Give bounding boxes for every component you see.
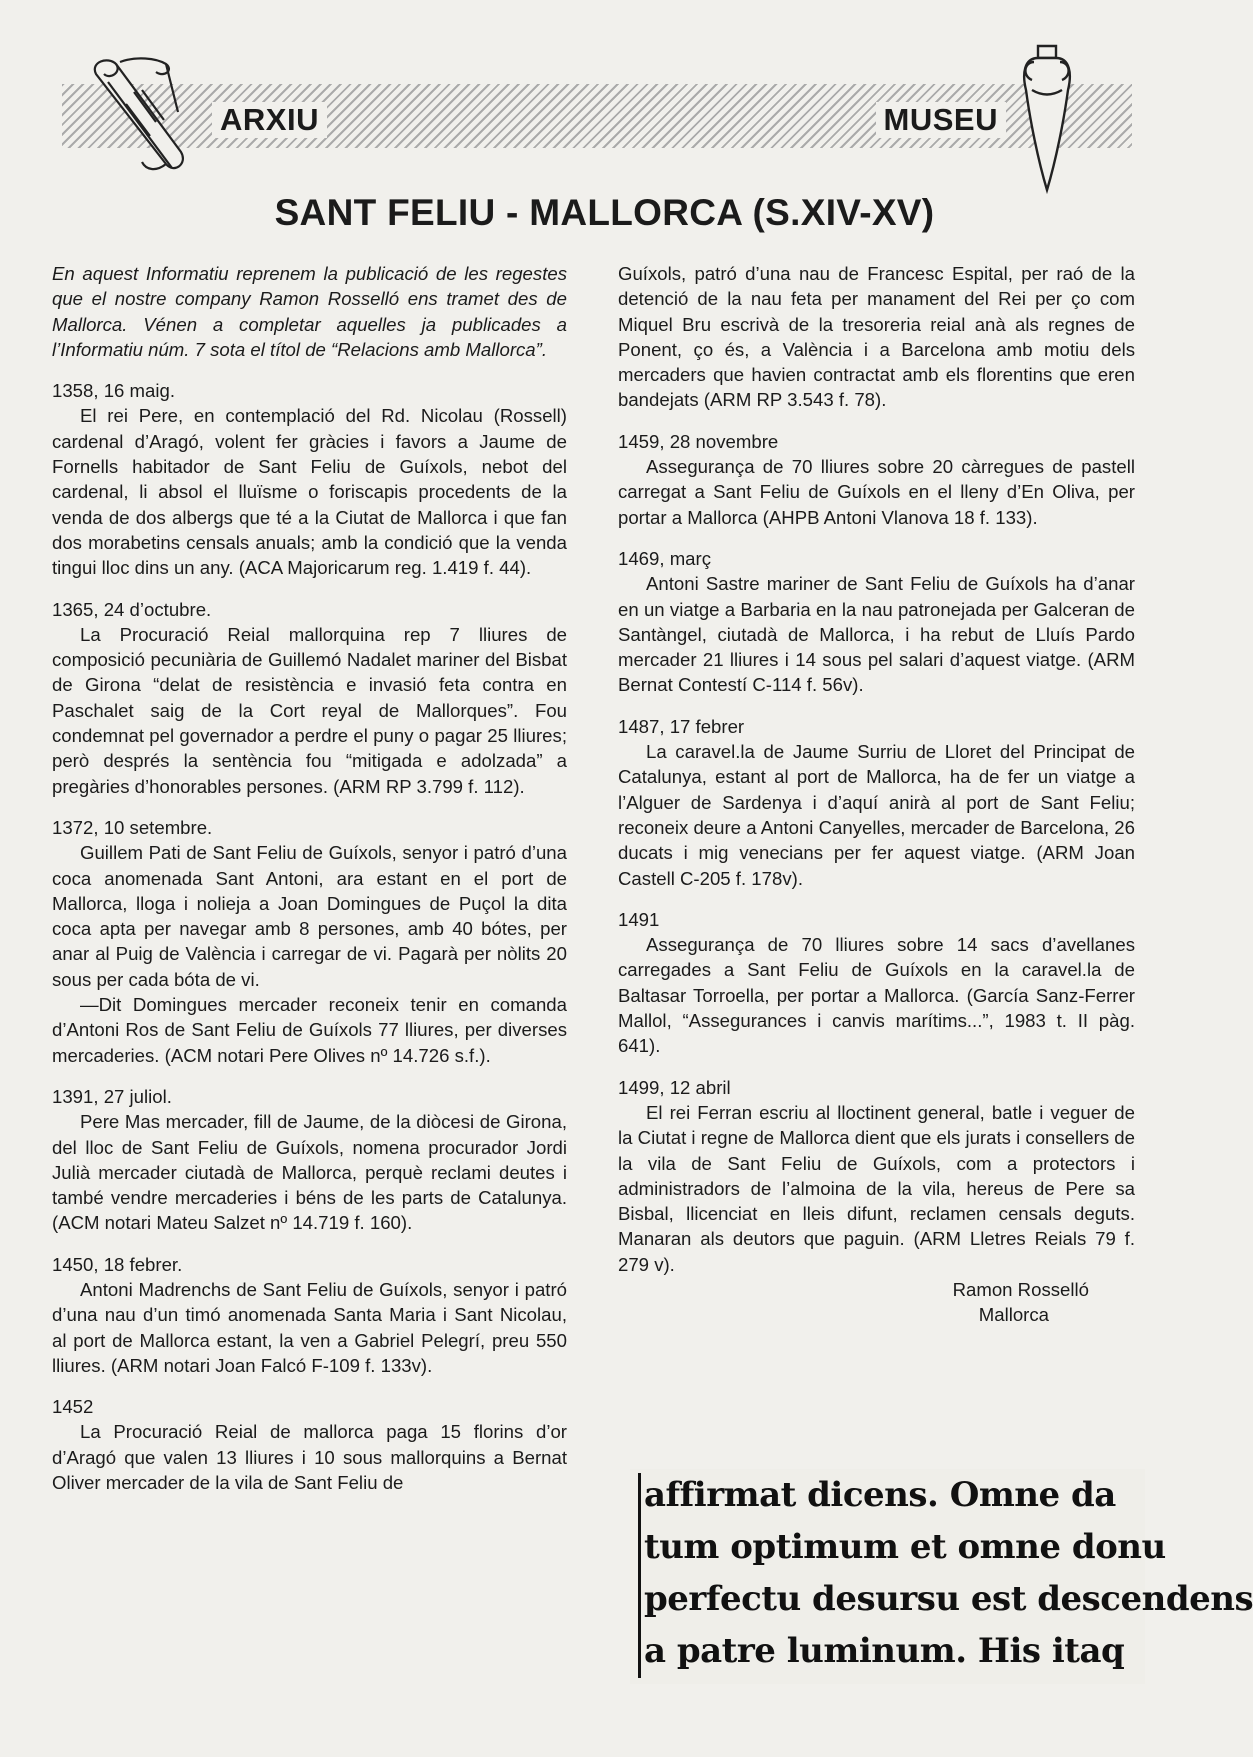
manuscript-line: a patre luminum. His itaq (644, 1631, 1125, 1671)
right-column (618, 261, 1135, 1328)
list-item (618, 1075, 1135, 1277)
entry-text: Assegurança de 70 lliures sobre 14 sacs d’avellanes carregades a Sant Feliu de Guíxols en la caravel.la de Baltasar Torroella, per portar a Mallorca. (García Sanz-Ferrer Mallol, “Assegurances i canvis marítims...”, 1983 t. II pàg. 641). (618, 934, 1135, 1057)
arxiu-label: ARXIU (212, 102, 327, 138)
signature (618, 1277, 1135, 1328)
entry-text: La caravel.la de Jaume Surriu de Lloret del Principat de Catalunya, estant al port de Mallorca, ha de fer un viatge a l’Alguer de Sardenya i d’aquí anirà al port de Sant Feliu; reconeix deure a Antoni Canyelles, mercader de Barcelona, 26 ducats i mig venecians per fer aquest viatge. (ARM Joan Castell C-205 f. 178v). (618, 741, 1135, 889)
entry-date: 1365, 24 d’octubre. (52, 598, 212, 620)
entry-date: 1469, març (618, 547, 712, 569)
list-item (618, 429, 1135, 530)
entry-date: 1358, 16 maig. (52, 380, 176, 402)
entry-text: El rei Ferran escriu al lloctinent general, batle i veguer de la Ciutat i regne de Mallorca dient que els jurats i consellers de la vila de Sant Feliu de Guíxols, com a protectors i administradors de l’almoina de la vila, hereus de Pere sa Bisbal, llicenciat en lleis difunt, reclamen censals deguts. Manaran als deutors que paguin. (ARM Lletres Reials 79 f. 279 v). (618, 1101, 1135, 1275)
list-item (618, 546, 1135, 698)
scroll-icon (86, 52, 191, 177)
entry-text: Antoni Sastre mariner de Sant Feliu de Guíxols ha d’anar en un viatge a Barbaria en la nau patronejada per Galceran de Santàngel, ciutadà de Mallorca, i ha rebut de Lluís Pardo mercader 21 lliures i 14 sous pel salari d’aquest viatge. (ARM Bernat Contestí C-114 f. 56v). (618, 573, 1135, 696)
entry-date: 1452 (52, 1396, 94, 1418)
manuscript-excerpt (630, 1469, 1253, 1684)
list-item (52, 1252, 567, 1378)
entry-text: Guillem Pati de Sant Feliu de Guíxols, senyor i patró d’una coca anomenada Sant Antoni, ara estant en el port de Mallorca, lloga i nolieja a Joan Domingues de Puçol la dita coca apta per navegar amb 8 persones, amb 40 bótes, per anar al Puig de València i carregar de vi. Pagarà per nòlits 20 sous per cada bóta de vi. (52, 842, 567, 990)
entry-date: 1499, 12 abril (618, 1076, 731, 1098)
intro-paragraph: En aquest Informatiu reprenem la publicació de les regestes que el nostre company Ramon Rosselló ens tramet des de Mallorca. Vénen a completar aquelles ja publicades a l’Informatiu núm. 7 sota el títol de “Relacions amb Mallorca”. (52, 263, 567, 360)
entry-text: La Procuració Reial de mallorca paga 15 florins d’or d’Aragó que valen 13 lliures i 10 sous mallorquins a Bernat Oliver mercader de la vila de Sant Feliu de (52, 1421, 567, 1494)
entry-date: 1487, 17 febrer (618, 715, 745, 737)
entry-date: 1372, 10 setembre. (52, 816, 213, 838)
list-item (618, 714, 1135, 891)
manuscript-line: tum optimum et omne donu (644, 1527, 1166, 1567)
amphora-icon (1018, 40, 1076, 195)
list-item (618, 907, 1135, 1059)
entry-text: Pere Mas mercader, fill de Jaume, de la diòcesi de Girona, del lloc de Sant Feliu de Guíxols, nomena procurador Jordi Julià mercader ciutadà de Mallorca, perquè reclami deutes i també vendre mercaderies i béns de les parts de Catalunya. (ACM notari Mateu Salzet nº 14.719 f. 160). (52, 1111, 567, 1234)
list-item (618, 261, 1135, 413)
left-column (52, 261, 567, 1511)
list-item (52, 1394, 567, 1495)
entry-date: 1491 (618, 908, 660, 930)
author-place: Mallorca (978, 1304, 1049, 1326)
entry-text: Antoni Madrenchs de Sant Feliu de Guíxols, senyor i patró d’una nau d’un timó anomenada Santa Maria i Sant Nicolau, al port de Mallorca estant, la ven a Gabriel Pelegrí, preu 550 lliures. (ARM notari Joan Falcó F-109 f. 133v). (52, 1278, 567, 1376)
entry-text: La Procuració Reial mallorquina rep 7 lliures de composició pecuniària de Guillemó Nadalet mariner del Bisbat de Girona “delat de resistència e invasió feta contra en Paschalet saig de la Cort reyal de Mallorques”. Fou condemnat pel governador a perdre el puny o pagar 25 lliures; però després la sentència fou “mitigada e adolzada” a pregàries d’honorables persones. (ARM RP 3.799 f. 112). (52, 623, 567, 797)
header-banner (62, 84, 1132, 148)
manuscript-line: affirmat dicens. Omne da (644, 1475, 1116, 1515)
entry-text: Assegurança de 70 lliures sobre 20 càrregues de pastell carregat a Sant Feliu de Guíxols en el lleny d’En Oliva, per portar a Mallorca (AHPB Antoni Vlanova 18 f. 133). (618, 456, 1135, 528)
entry-text: El rei Pere, en contemplació del Rd. Nicolau (Rossell) cardenal d’Aragó, volent fer gràcies i favors a Jaume de Fornells habitador de Sant Feliu de Guíxols, nebot del cardenal, li absol el lluïsme o foriscapis procedents de la venda de dos albergs que té a la Ciutat de Mallorca i que fan dos morabetins censals anuals; amb la condició que la venda tingui lloc dins un any. (ACA Majoricarum reg. 1.419 f. 44). (52, 405, 567, 579)
entry-date: 1450, 18 febrer. (52, 1253, 183, 1275)
manuscript-rule (638, 1473, 641, 1678)
list-item (52, 378, 567, 580)
entry-date: 1391, 27 juliol. (52, 1085, 172, 1107)
museu-label: MUSEU (876, 102, 1006, 138)
list-item (52, 1084, 567, 1236)
list-item (52, 815, 567, 1068)
article-title: SANT FELIU - MALLORCA (S.XIV-XV) (274, 192, 935, 233)
entry-text: —Dit Domingues mercader reconeix tenir en comanda d’Antoni Ros de Sant Feliu de Guíxols 77 lliures, per diverses mercaderies. (ACM notari Pere Olives nº 14.726 s.f.). (52, 994, 567, 1066)
entry-date: 1459, 28 novembre (618, 430, 779, 452)
manuscript-line: perfectu desursu est descendens (644, 1579, 1253, 1619)
entry-text-continuation: Guíxols, patró d’una nau de Francesc Espital, per raó de la detenció de la nau feta per manament del Rei per ço com Miquel Bru escrivà de la tresoreria reial anà als regnes de Ponent, ço és, a València i a Barcelona amb motiu dels mercaders que havien contractat amb els florentins que eren bandejats (ARM RP 3.543 f. 78). (618, 263, 1135, 411)
author-name: Ramon Rosselló (952, 1278, 1089, 1300)
list-item (52, 597, 567, 799)
